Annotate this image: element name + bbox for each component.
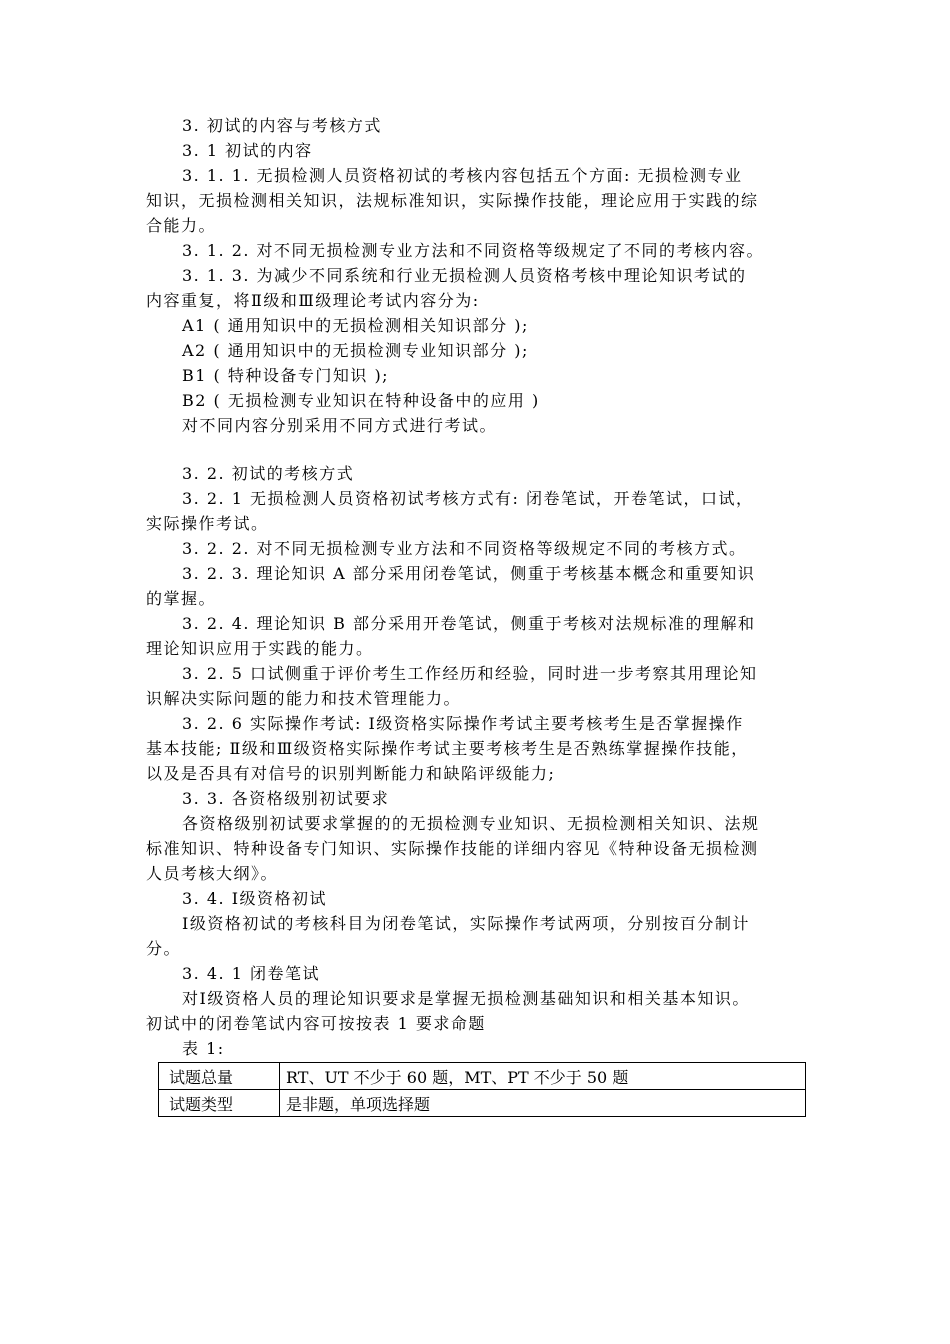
heading-3-4-1: 3. 4. 1 闭卷笔试 bbox=[182, 964, 320, 983]
paragraph-line: 识解决实际问题的能力和技术管理能力。 bbox=[146, 689, 462, 708]
paragraph-line: 初试中的闭卷笔试内容可按按表 1 要求命题 bbox=[146, 1014, 486, 1033]
paragraph-line: 合能力。 bbox=[146, 216, 217, 235]
paragraph-line: 标准知识、特种设备专门知识、实际操作技能的详细内容见《特种设备无损检测 bbox=[146, 839, 759, 858]
table-cell-key: 试题总量 bbox=[159, 1063, 280, 1090]
paragraph-line: 的掌握。 bbox=[146, 589, 217, 608]
heading-3: 3. 初试的内容与考核方式 bbox=[182, 116, 382, 135]
paragraph-line: 3. 1. 2. 对不同无损检测专业方法和不同资格等级规定了不同的考核内容。 bbox=[182, 241, 765, 260]
list-item: B2 ( 无损检测专业知识在特种设备中的应用 ) bbox=[182, 391, 540, 410]
list-item: A2 ( 通用知识中的无损检测专业知识部分 ); bbox=[182, 341, 529, 360]
heading-3-3: 3. 3. 各资格级别初试要求 bbox=[182, 789, 390, 808]
paragraph-line: 分。 bbox=[146, 939, 182, 958]
heading-3-4: 3. 4. Ⅰ级资格初试 bbox=[182, 889, 328, 908]
paragraph-line: 实际操作考试。 bbox=[146, 514, 269, 533]
paragraph-line: 3. 2. 4. 理论知识 B 部分采用开卷笔试，侧重于考核对法规标准的理解和 bbox=[182, 614, 756, 633]
paragraph-line: 各资格级别初试要求掌握的的无损检测专业知识、无损检测相关知识、法规 bbox=[182, 814, 760, 833]
paragraph-line: 人员考核大纲》。 bbox=[146, 864, 279, 883]
paragraph-line: 对Ⅰ级资格人员的理论知识要求是掌握无损检测基础知识和相关基本知识。 bbox=[182, 989, 750, 1008]
paragraph-line: 对不同内容分别采用不同方式进行考试。 bbox=[182, 416, 498, 435]
paragraph-line: 以及是否具有对信号的识别判断能力和缺陷评级能力; bbox=[146, 764, 556, 783]
paragraph-line: 3. 2. 3. 理论知识 A 部分采用闭卷笔试，侧重于考核基本概念和重要知识 bbox=[182, 564, 756, 583]
paragraph-line: 3. 1. 1. 无损检测人员资格初试的考核内容包括五个方面: 无损检测专业 bbox=[182, 166, 743, 185]
paragraph-line: 3. 2. 1 无损检测人员资格初试考核方式有: 闭卷笔试，开卷笔试，口试， bbox=[182, 489, 754, 508]
table-row bbox=[159, 1090, 806, 1117]
paragraph-line: 3. 2. 5 口试侧重于评价考生工作经历和经验，同时进一步考察其用理论知 bbox=[182, 664, 758, 683]
heading-3-1: 3. 1 初试的内容 bbox=[182, 141, 313, 160]
list-item: A1 ( 通用知识中的无损检测相关知识部分 ); bbox=[182, 316, 529, 335]
paragraph-line: 知识，无损检测相关知识，法规标准知识，实际操作技能，理论应用于实践的综 bbox=[146, 191, 759, 210]
paragraph-line: 理论知识应用于实践的能力。 bbox=[146, 639, 374, 658]
paragraph-line: 内容重复，将Ⅱ级和Ⅲ级理论考试内容分为: bbox=[146, 291, 480, 310]
paragraph-line: Ⅰ级资格初试的考核科目为闭卷笔试，实际操作考试两项，分别按百分制计 bbox=[182, 914, 750, 933]
table-row bbox=[159, 1063, 806, 1090]
table-cell-value: RT、UT 不少于 60 题，MT、PT 不少于 50 题 bbox=[280, 1063, 806, 1090]
heading-3-2: 3. 2. 初试的考核方式 bbox=[182, 464, 355, 483]
table-cell-key: 试题类型 bbox=[159, 1090, 280, 1117]
requirements-table bbox=[158, 1062, 806, 1117]
paragraph-line: 3. 2. 2. 对不同无损检测专业方法和不同资格等级规定不同的考核方式。 bbox=[182, 539, 747, 558]
paragraph-line: 基本技能; Ⅱ级和Ⅲ级资格实际操作考试主要考核考生是否熟练掌握操作技能， bbox=[146, 739, 749, 758]
list-item: B1 ( 特种设备专门知识 ); bbox=[182, 366, 390, 385]
paragraph-line: 3. 1. 3. 为减少不同系统和行业无损检测人员资格考核中理论知识考试的 bbox=[182, 266, 747, 285]
table-caption: 表 1: bbox=[182, 1039, 225, 1058]
paragraph-line: 3. 2. 6 实际操作考试: Ⅰ级资格实际操作考试主要考核考生是否掌握操作 bbox=[182, 714, 744, 733]
table-cell-value: 是非题，单项选择题 bbox=[280, 1090, 806, 1117]
